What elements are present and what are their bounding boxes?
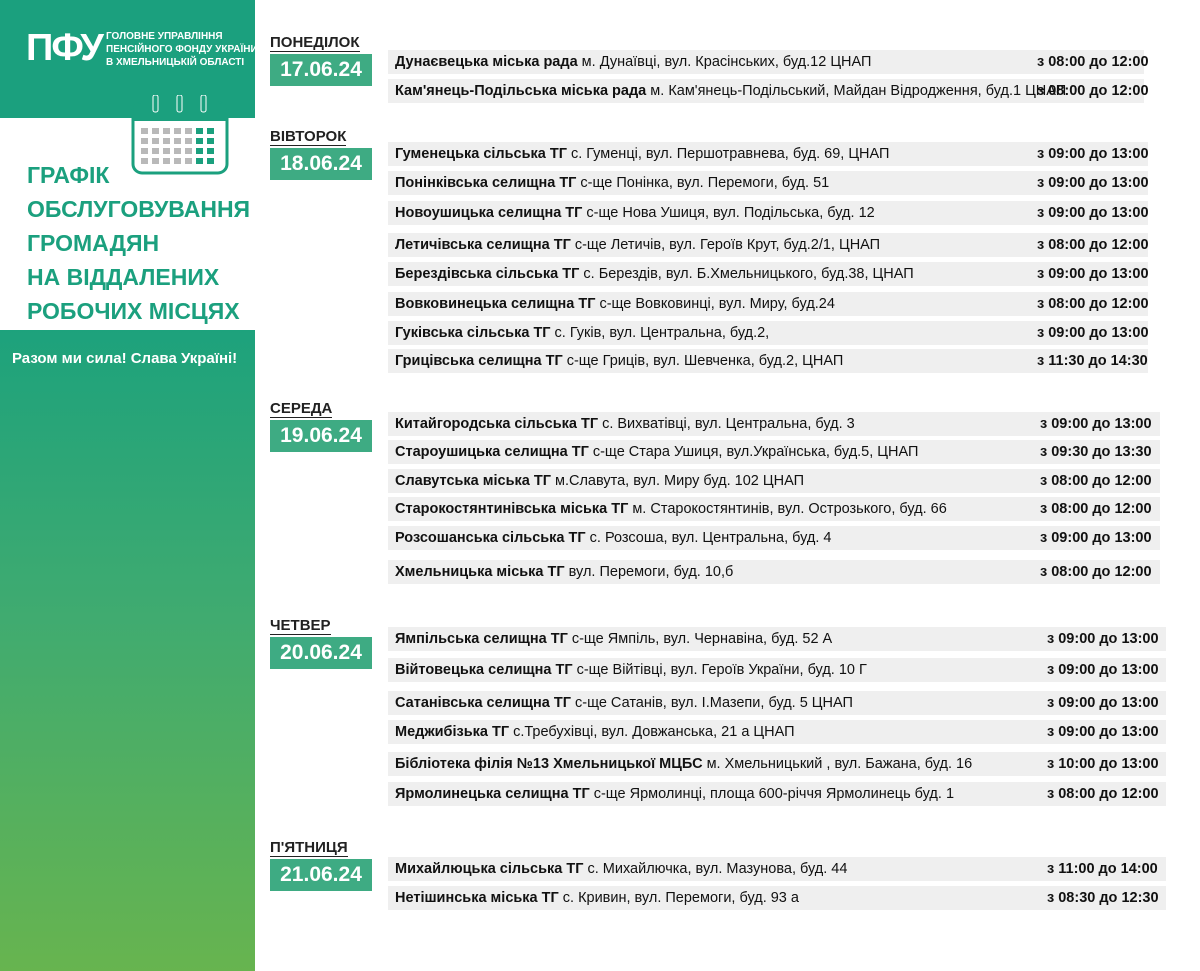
title-line: ГРОМАДЯН [27, 230, 160, 256]
hours: з 10:00 до 13:00 [1047, 756, 1159, 772]
institution: Меджибізька ТГ [395, 724, 510, 740]
institution: Грицівська селищна ТГ [395, 353, 563, 369]
calendar-cell [207, 148, 214, 154]
hours: з 09:30 до 13:30 [1040, 444, 1152, 460]
address: с. Розсоша, вул. Центральна, буд. 4 [585, 530, 832, 546]
slogan-area [0, 330, 255, 971]
institution: Війтовецька селищна ТГ [395, 662, 573, 678]
institution: Михайлюцька сільська ТГ [395, 861, 584, 877]
institution: Вовковинецька селищна ТГ [395, 296, 596, 312]
hours: з 09:00 до 13:00 [1037, 266, 1149, 282]
day-name: П'ЯТНИЦЯ [270, 839, 348, 856]
schedule-row [388, 349, 1148, 373]
calendar-cell [141, 148, 148, 154]
day-name: ЧЕТВЕР [270, 617, 331, 634]
address: с-ще Гриців, вул. Шевченка, буд.2, ЦНАП [562, 353, 844, 369]
hours: з 08:00 до 12:00 [1037, 83, 1149, 99]
calendar-cell [152, 148, 159, 154]
address: с-ще Понінка, вул. Перемоги, буд. 51 [576, 175, 830, 191]
hours: з 11:00 до 14:00 [1047, 861, 1158, 877]
hours: з 08:00 до 12:00 [1040, 501, 1152, 517]
left-panel [0, 0, 258, 971]
institution: Гуківська сільська ТГ [395, 325, 551, 341]
schedule-row [388, 201, 1148, 225]
day-date: 20.06.24 [270, 637, 372, 669]
calendar-cell [185, 138, 192, 144]
hours: з 08:00 до 12:00 [1037, 237, 1149, 253]
organization-name [106, 30, 258, 69]
day-date: 18.06.24 [270, 148, 372, 180]
institution: Хмельницька міська ТГ [395, 564, 565, 580]
address: с-ще Вовковинці, вул. Миру, буд.24 [595, 296, 835, 312]
day-block-monday [270, 34, 372, 86]
hours: з 09:00 до 13:00 [1040, 530, 1152, 546]
address: с-ще Летичів, вул. Героїв Крут, буд.2/1, ЦНАП [570, 237, 881, 253]
schedule-row [388, 292, 1148, 316]
address: с. Кривин, вул. Перемоги, буд. 93 а [558, 890, 799, 906]
calendar-cell [174, 128, 181, 134]
institution: Гуменецька сільська ТГ [395, 146, 567, 162]
hours: з 09:00 до 13:00 [1040, 416, 1152, 432]
institution: Ярмолинецька селищна ТГ [395, 786, 590, 802]
schedule-row [388, 782, 1166, 806]
institution: Понінківська селищна ТГ [395, 175, 577, 191]
hours: з 09:00 до 13:00 [1047, 662, 1159, 678]
day-block-thursday [270, 617, 372, 669]
address: м. Кам'янець-Подільський, Майдан Відродження, буд.1 ЦНАП [646, 83, 1067, 99]
calendar-cell [163, 138, 170, 144]
calendar-cell [141, 128, 148, 134]
schedule-row [388, 752, 1166, 776]
hours: з 11:30 до 14:30 [1037, 353, 1148, 369]
hours: з 08:00 до 12:00 [1040, 564, 1152, 580]
schedule-row [388, 720, 1166, 744]
org-line: ГОЛОВНЕ УПРАВЛІННЯ [106, 31, 223, 42]
day-name: ПОНЕДІЛОК [270, 34, 360, 51]
address: с-ще Нова Ушиця, вул. Подільська, буд. 12 [582, 205, 875, 221]
institution: Летичівська селищна ТГ [395, 237, 571, 253]
pfu-logo: ПФУ [26, 27, 102, 69]
day-date: 19.06.24 [270, 420, 372, 452]
schedule-row [388, 233, 1148, 257]
schedule-row [388, 79, 1149, 103]
title-line: ОБСЛУГОВУВАННЯ [27, 196, 251, 222]
calendar-cell [141, 138, 148, 144]
address: с.Требухівці, вул. Довжанська, 21 а ЦНАП [509, 724, 795, 740]
calendar-cell [163, 128, 170, 134]
schedule-row [388, 171, 1148, 195]
institution: Кам'янець-Подільська міська рада [395, 83, 647, 99]
schedule-row [388, 262, 1148, 286]
calendar-cell [185, 148, 192, 154]
address: с. Вихватівці, вул. Центральна, буд. 3 [598, 416, 855, 432]
address: м. Хмельницький , вул. Бажана, буд. 16 [702, 756, 973, 772]
schedule-row [388, 412, 1160, 436]
institution: Берездівська сільська ТГ [395, 266, 580, 282]
calendar-cell [163, 148, 170, 154]
schedule-row [388, 658, 1166, 682]
address: с-ще Ярмолинці, площа 600-річчя Ярмолинець буд. 1 [589, 786, 955, 802]
calendar-cell [207, 138, 214, 144]
calendar-cell [174, 148, 181, 154]
hours: з 08:00 до 12:00 [1037, 54, 1149, 70]
hours: з 09:00 до 13:00 [1047, 631, 1159, 647]
schedule-row [388, 440, 1160, 464]
title-line: ГРАФІК [27, 162, 110, 188]
day-block-friday [270, 839, 372, 891]
day-block-tuesday [270, 128, 372, 180]
hours: з 09:00 до 13:00 [1037, 325, 1149, 341]
calendar-cell [152, 138, 159, 144]
institution: Дунаєвецька міська рада [395, 54, 578, 70]
address: вул. Перемоги, буд. 10,б [564, 564, 734, 580]
calendar-cell [196, 148, 203, 154]
org-line: В ХМЕЛЬНИЦЬКІЙ ОБЛАСТІ [106, 57, 245, 68]
schedule-row [388, 627, 1166, 651]
institution: Старокостянтинівська міська ТГ [395, 501, 629, 517]
hours: з 08:30 до 12:30 [1047, 890, 1159, 906]
address: с-ще Сатанів, вул. І.Мазепи, буд. 5 ЦНАП [570, 695, 853, 711]
address: с. Гуменці, вул. Першотравнева, буд. 69, ЦНАП [566, 146, 890, 162]
hours: з 08:00 до 12:00 [1047, 786, 1159, 802]
hours: з 09:00 до 13:00 [1047, 724, 1159, 740]
calendar-cell [207, 128, 214, 134]
hours: з 08:00 до 12:00 [1037, 296, 1149, 312]
schedule-row [388, 691, 1166, 715]
schedule-row [388, 321, 1148, 345]
institution: Розсошанська сільська ТГ [395, 530, 586, 546]
address: с-ще Ямпіль, вул. Чернавіна, буд. 52 А [567, 631, 833, 647]
calendar-cell [196, 128, 203, 134]
slogan: Разом ми сила! Слава Україні! [12, 350, 238, 367]
institution: Сатанівська селищна ТГ [395, 695, 571, 711]
schedule-row [388, 857, 1166, 881]
institution: Славутська міська ТГ [395, 473, 551, 489]
calendar-cell [152, 128, 159, 134]
address: с-ще Стара Ушиця, вул.Українська, буд.5, ЦНАП [588, 444, 919, 460]
address: м.Славута, вул. Миру буд. 102 ЦНАП [550, 473, 805, 489]
day-block-wednesday [270, 400, 372, 452]
institution: Нетішинська міська ТГ [395, 890, 559, 906]
hours: з 09:00 до 13:00 [1037, 146, 1149, 162]
institution: Китайгородська сільська ТГ [395, 416, 599, 432]
schedule-row [388, 142, 1148, 166]
institution: Новоушицька селищна ТГ [395, 205, 583, 221]
schedule-row [388, 469, 1160, 493]
schedule-row [388, 886, 1166, 910]
title-line: НА ВІДДАЛЕНИХ [27, 264, 220, 290]
address: с. Берездів, вул. Б.Хмельницького, буд.38, ЦНАП [579, 266, 914, 282]
schedule-row [388, 560, 1160, 584]
title-line: РОБОЧИХ МІСЦЯХ [27, 298, 240, 324]
address: м. Дунаївці, вул. Красінських, буд.12 ЦНАП [577, 54, 872, 70]
calendar-cell [174, 138, 181, 144]
schedule-row [388, 50, 1149, 74]
hours: з 09:00 до 13:00 [1037, 205, 1149, 221]
address: с-ще Війтівці, вул. Героїв України, буд. 10 Г [572, 662, 867, 678]
day-date: 17.06.24 [270, 54, 372, 86]
hours: з 09:00 до 13:00 [1037, 175, 1149, 191]
address: с. Михайлючка, вул. Мазунова, буд. 44 [583, 861, 848, 877]
schedule-row [388, 526, 1160, 550]
day-date: 21.06.24 [270, 859, 372, 891]
day-name: ВІВТОРОК [270, 128, 347, 145]
calendar-cell [185, 128, 192, 134]
hours: з 08:00 до 12:00 [1040, 473, 1152, 489]
institution: Староушицька селищна ТГ [395, 444, 589, 460]
institution: Бібліотека філія №13 Хмельницької МЦБС [395, 756, 703, 772]
day-name: СЕРЕДА [270, 400, 333, 417]
address: м. Старокостянтинів, вул. Острозького, буд. 66 [628, 501, 947, 517]
page-title [27, 158, 250, 328]
hours: з 09:00 до 13:00 [1047, 695, 1159, 711]
schedule-row [388, 497, 1160, 521]
org-line: ПЕНСІЙНОГО ФОНДУ УКРАЇНИ [106, 44, 258, 55]
address: с. Гуків, вул. Центральна, буд.2, [550, 325, 770, 341]
calendar-cell [196, 138, 203, 144]
institution: Ямпільська селищна ТГ [395, 631, 568, 647]
